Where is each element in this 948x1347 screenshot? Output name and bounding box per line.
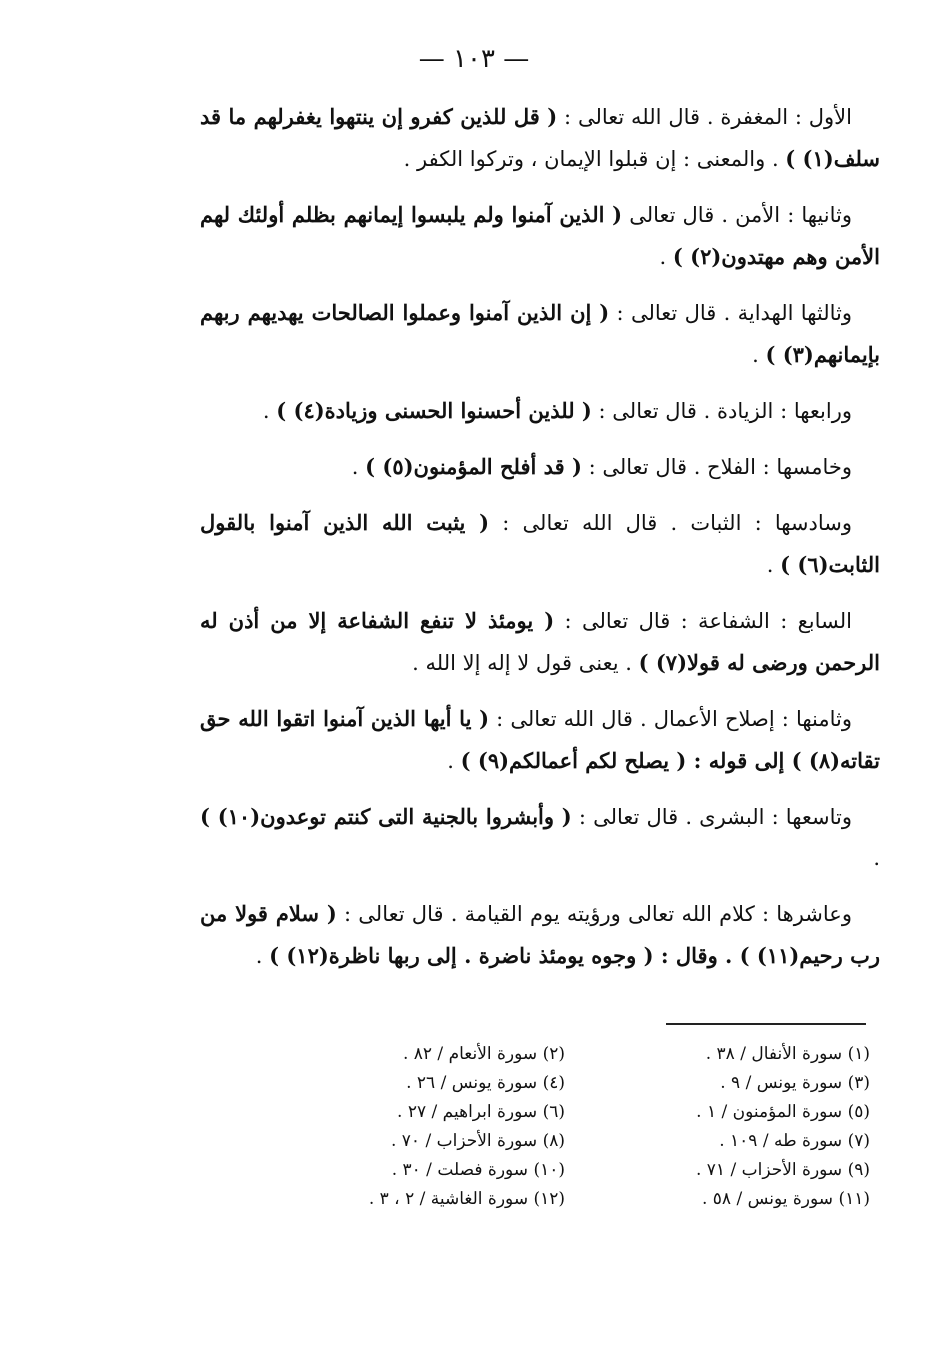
footnote-10: (١٠) سورة فصلت / ٣٠ . [391,1160,565,1180]
paragraph-9 [200,796,880,879]
paragraph-10 [200,893,880,977]
footnote-divider [666,1023,866,1025]
paragraph-label: ورابعها : الزيادة . قال تعالى : [591,399,852,423]
footnote-9: (٩) سورة الأحزاب / ٧١ . [695,1160,870,1180]
page-number: — ١٠٣ — [418,44,530,74]
paragraph-rest: . [659,245,673,269]
verse-quote: ( يا أيها الذين آمنوا اتقوا الله حق تقاته(٨) ) إلى قوله : ( يصلح لكم أعمالكم(٩) ) [200,706,880,773]
footnote-5: (٥) سورة المؤمنون / ١ . [696,1102,870,1122]
paragraph-label: وثامنها : إصلاح الأعمال . قال الله تعالى : [489,707,852,731]
paragraph-3 [200,292,880,376]
verse-quote: ( إن الذين آمنوا وعملوا الصالحات يهديهم ربهم بإيمانهم(٣) ) [200,300,880,367]
paragraph-label: وعاشرها : كلام الله تعالى ورؤيته يوم القيامة . قال تعالى : [336,902,852,926]
footnote-8: (٨) سورة الأحزاب / ٧٠ . [390,1131,565,1151]
paragraph-label: الأول : المغفرة . قال الله تعالى : [557,105,852,129]
footnote-3: (٣) سورة يونس / ٩ . [720,1073,870,1093]
verse-quote: ( الذين آمنوا ولم يلبسوا إيمانهم بظلم أولئك لهم الأمن وهم مهتدون(٢) ) [200,202,880,269]
paragraph-label: السابع : الشفاعة : قال تعالى : [554,609,852,633]
footnote-4: (٤) سورة يونس / ٢٦ . [406,1073,565,1093]
footnote-7: (٧) سورة طه / ١٠٩ . [719,1131,870,1151]
verse-quote: ( للذين أحسنوا الحسنى وزيادة(٤) ) [276,398,592,423]
paragraph-rest: . [752,343,766,367]
footnote-11: (١١) سورة يونس / ٥٨ . [701,1189,870,1209]
verse-quote: ( قد أفلح المؤمنون(٥) ) [365,454,582,479]
paragraph-6 [200,502,880,586]
footnote-12: (١٢) سورة الغاشية / ٢ ، ٣ . [368,1189,565,1209]
paragraph-label: وثانيها : الأمن . قال تعالى [622,203,852,227]
paragraph-5 [200,446,880,488]
paragraph-rest: . والمعنى : إن قبلوا الإيمان ، وتركوا الكفر . [403,147,786,171]
verse-quote: ( وأبشروا بالجنية التى كنتم توعدون(١٠) ) [200,804,572,829]
paragraph-7 [200,600,880,684]
body-text [200,96,880,991]
paragraph-label: وتاسعها : البشرى . قال تعالى : [571,805,852,829]
paragraph-4 [200,390,880,432]
verse-quote: ( يومئذ لا تنفع الشفاعة إلا من أذن له الرحمن ورضى له قولا(٧) ) [200,608,880,675]
paragraph-rest: . [351,455,366,479]
paragraph-rest: . [766,553,781,577]
footnotes [290,1040,870,1214]
paragraph-rest: . [873,846,880,870]
paragraph-rest: . [255,944,270,968]
paragraph-label: وثالثها الهداية . قال تعالى : [609,301,852,325]
paragraph-rest: . يعنى قول لا إله إلا الله . [412,651,639,675]
paragraph-rest: . [262,399,277,423]
footnote-1: (١) سورة الأنفال / ٣٨ . [705,1044,870,1064]
verse-quote: ( قل للذين كفرو إن ينتهوا يغفرلهم ما قد سلف(١) ) [200,104,880,171]
footnote-6: (٦) سورة ابراهيم / ٢٧ . [397,1102,565,1122]
footnote-2: (٢) سورة الأنعام / ٨٢ . [402,1044,565,1064]
paragraph-1 [200,96,880,180]
paragraph-label: وخامسها : الفلاح . قال تعالى : [581,455,852,479]
verse-quote: ( يثبت الله الذين آمنوا بالقول الثابت(٦) ) [200,510,880,577]
paragraph-8 [200,698,880,782]
paragraph-2 [200,194,880,278]
verse-quote: ( سلام قولا من رب رحيم(١١) ) . وقال : ( وجوه يومئذ ناضرة . إلى ربها ناظرة(١٢) ) [200,901,880,968]
paragraph-label: وسادسها : الثبات . قال الله تعالى : [489,511,852,535]
paragraph-rest: . [447,749,461,773]
